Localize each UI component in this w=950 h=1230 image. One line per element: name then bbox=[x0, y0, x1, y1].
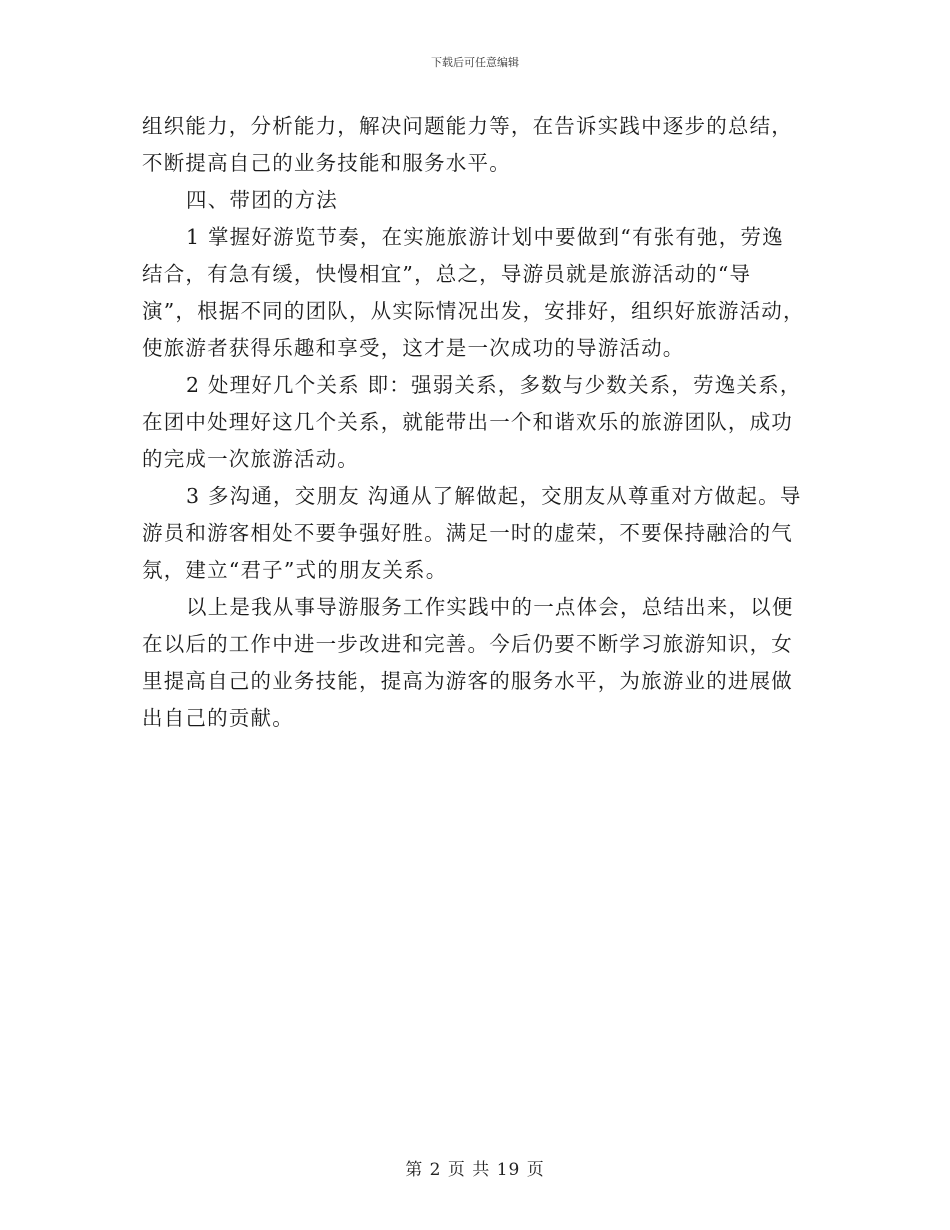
paragraph-line: 2 处理好几个关系 即：强弱关系，多数与少数关系，劳逸关系， bbox=[186, 373, 802, 397]
paragraph-line: 以上是我从事导游服务工作实践中的一点体会，总结出来，以便 bbox=[186, 595, 794, 619]
paragraph-line: 氛，建立“君子”式的朋友关系。 bbox=[142, 558, 448, 582]
paragraph-line: 的完成一次旅游活动。 bbox=[142, 447, 359, 471]
paragraph-line: 演”，根据不同的团队，从实际情况出发，安排好，组织好旅游活动， bbox=[142, 299, 805, 323]
paragraph-line: 组织能力，分析能力，解决问题能力等，在告诉实践中逐步的总结， bbox=[142, 114, 793, 138]
page-header-note: 下载后可任意编辑 bbox=[431, 56, 519, 69]
paragraph-line: 1 掌握好游览节奏，在实施旅游计划中要做到“有张有弛，劳逸 bbox=[186, 225, 784, 249]
paragraph-line: 使旅游者获得乐趣和享受，这才是一次成功的导游活动。 bbox=[142, 336, 685, 360]
paragraph-line: 游员和游客相处不要争强好胜。满足一时的虚荣，不要保持融洽的气 bbox=[142, 521, 793, 545]
document-body bbox=[142, 108, 808, 737]
paragraph-line: 在团中处理好这几个关系，就能带出一个和谐欢乐的旅游团队，成功 bbox=[142, 410, 793, 434]
paragraph-line: 出自己的贡献。 bbox=[142, 706, 294, 730]
paragraph-line: 结合，有急有缓，快慢相宜”，总之，导游员就是旅游活动的“导 bbox=[142, 262, 752, 286]
paragraph-line: 不断提高自己的业务技能和服务水平。 bbox=[142, 151, 511, 175]
section-heading: 四、带团的方法 bbox=[186, 188, 338, 212]
page-number: 第 2 页 共 19 页 bbox=[405, 1160, 545, 1180]
paragraph-line: 3 多沟通，交朋友 沟通从了解做起，交朋友从尊重对方做起。导 bbox=[186, 484, 802, 508]
paragraph-line: 在以后的工作中进一步改进和完善。今后仍要不断学习旅游知识，女 bbox=[142, 632, 793, 656]
paragraph-line: 里提高自己的业务技能，提高为游客的服务水平，为旅游业的进展做 bbox=[142, 669, 793, 693]
